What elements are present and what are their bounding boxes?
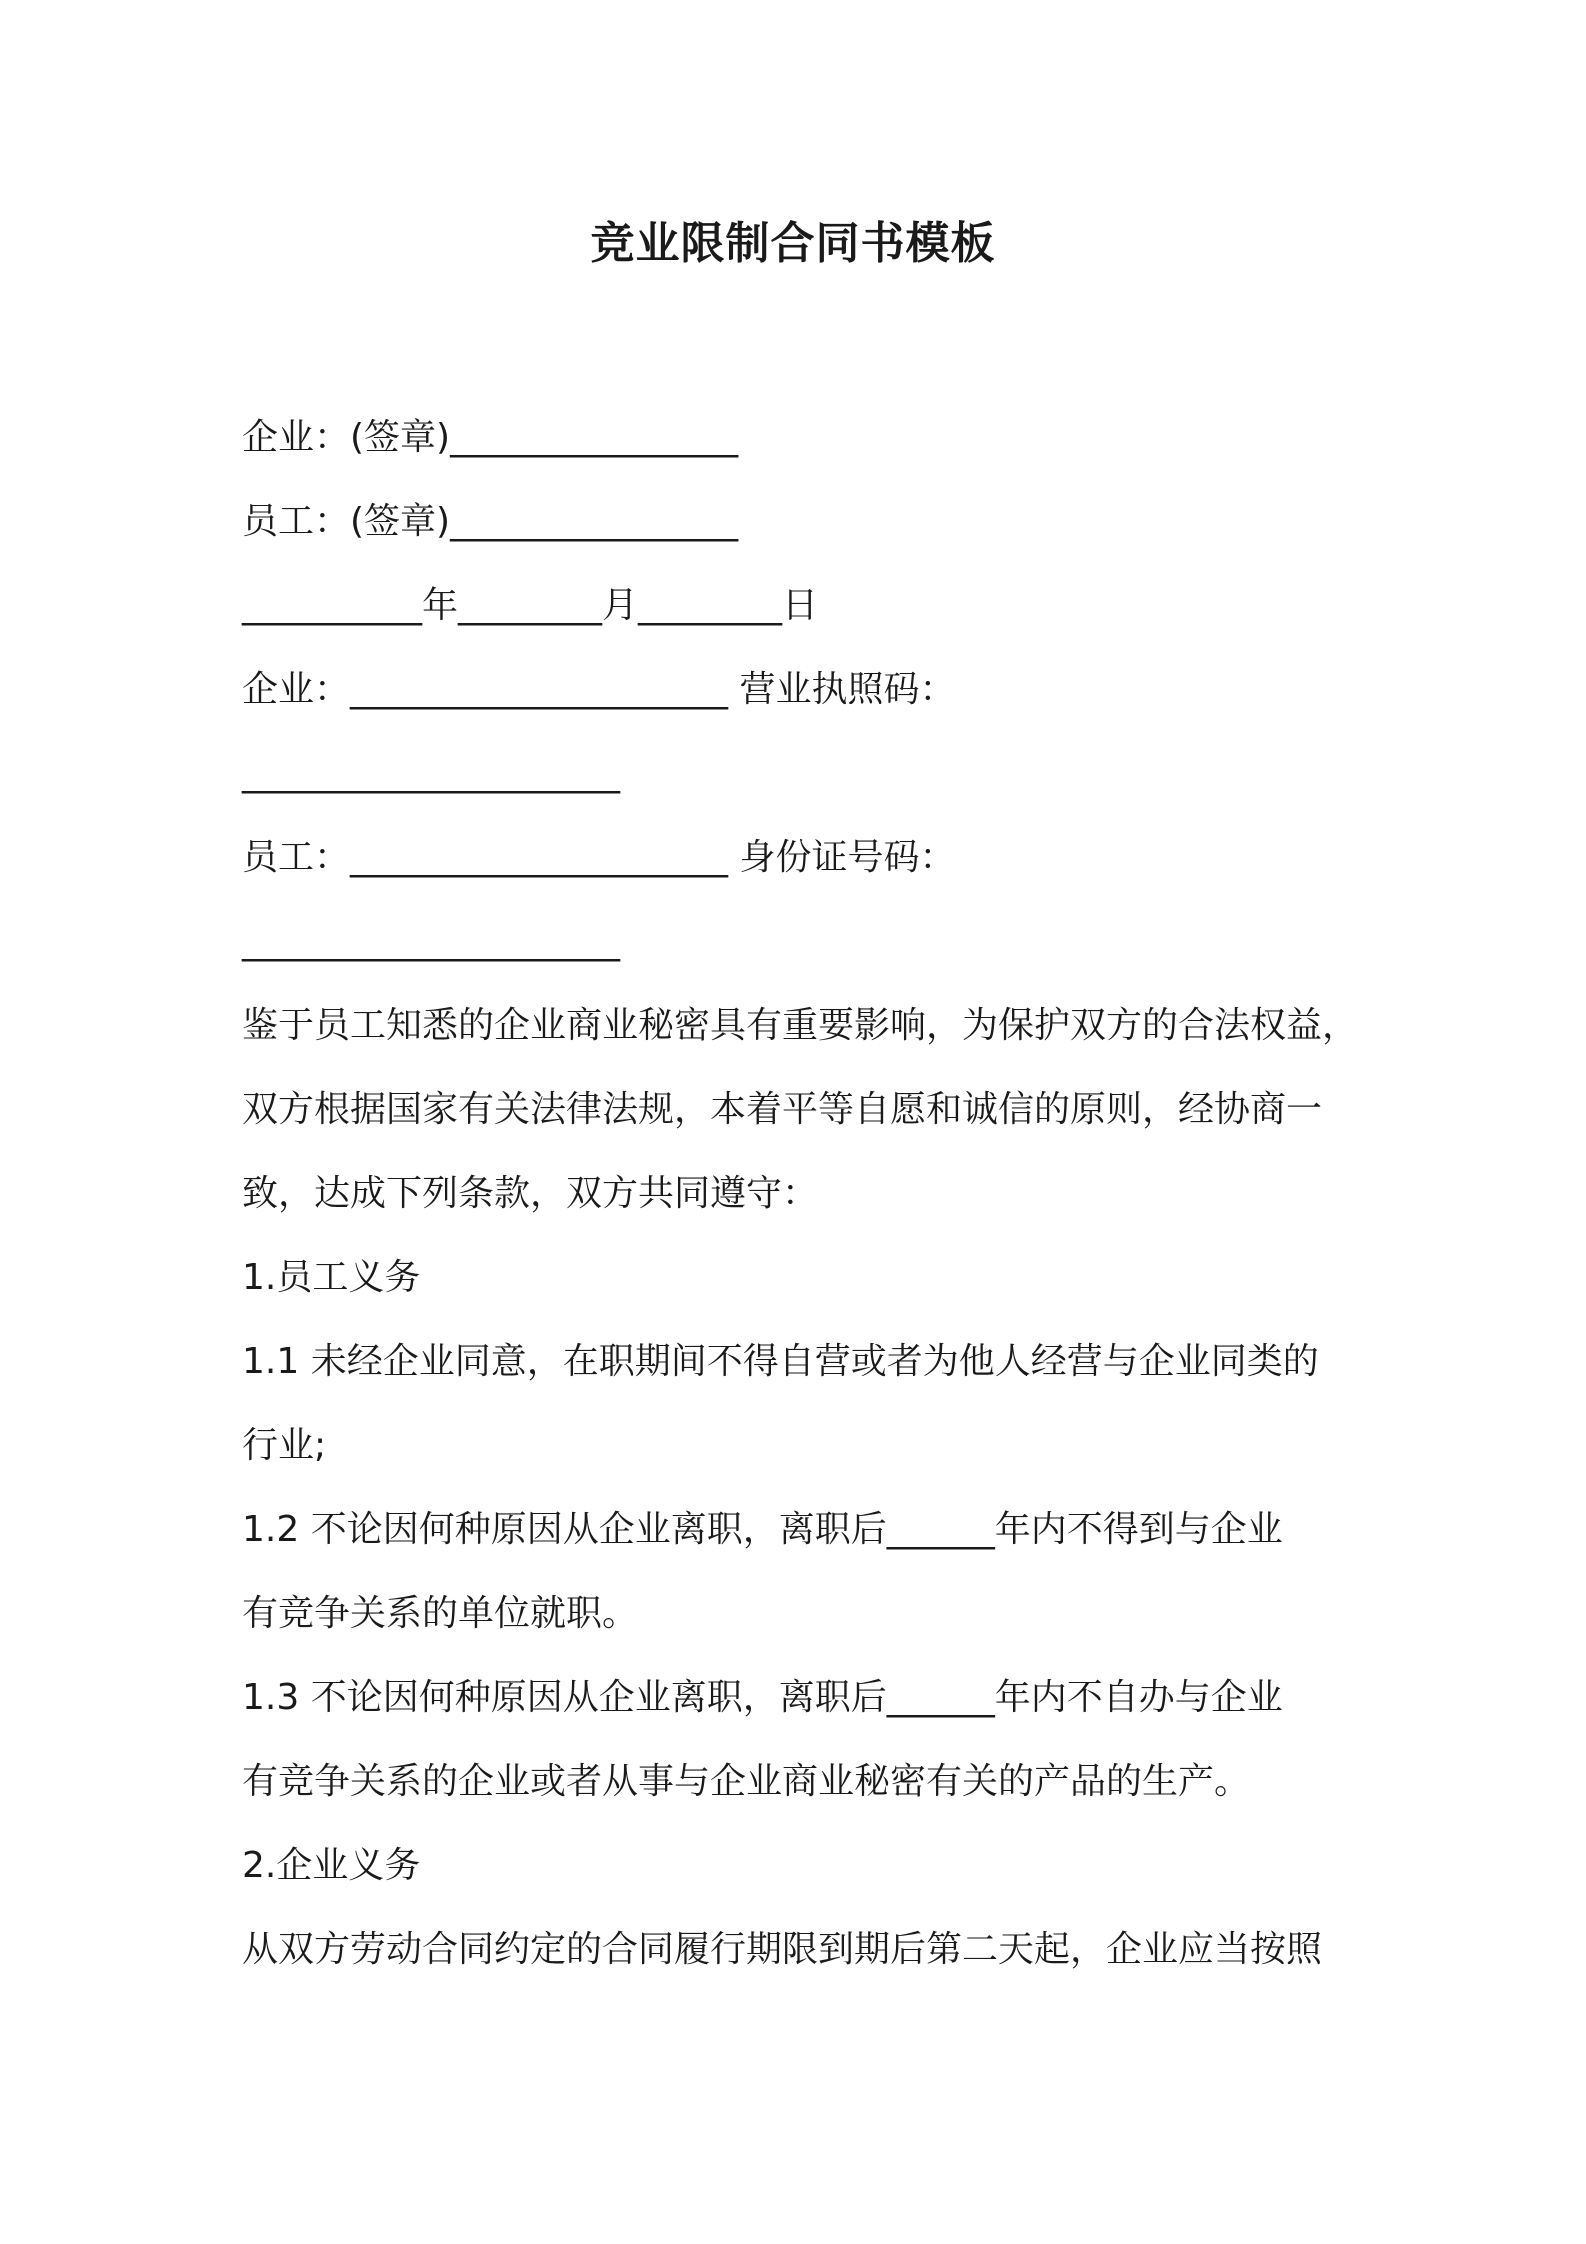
company-license-blank: _____________________ — [242, 753, 620, 794]
company-signature-line: 企业：(签章)________________ — [242, 417, 739, 458]
clause-1-3-line-1: 1.3 不论因何种原因从企业离职，离职后______年内不自办与企业 — [242, 1677, 1283, 1718]
document-title: 竞业限制合同书模板 — [590, 218, 996, 269]
section-1-heading: 1.员工义务 — [242, 1257, 421, 1298]
clause-1-1-line-1: 1.1 未经企业同意，在职期间不得自营或者为他人经营与企业同类的 — [242, 1341, 1319, 1382]
preamble-line-1: 鉴于员工知悉的企业商业秘密具有重要影响，为保护双方的合法权益， — [242, 1005, 1359, 1046]
employee-signature-line: 员工：(签章)________________ — [242, 501, 739, 542]
section-2-heading: 2.企业义务 — [242, 1845, 421, 1886]
date-line: __________年________月________日 — [242, 585, 818, 626]
section-2-line-1: 从双方劳动合同约定的合同履行期限到期后第二天起，企业应当按照 — [242, 1929, 1323, 1970]
preamble-line-3: 致，达成下列条款，双方共同遵守： — [242, 1173, 819, 1214]
clause-1-2-line-1: 1.2 不论因何种原因从企业离职，离职后______年内不得到与企业 — [242, 1509, 1283, 1550]
clause-1-1-line-2: 行业; — [242, 1425, 327, 1466]
clause-1-3-line-2: 有竞争关系的企业或者从事与企业商业秘密有关的产品的生产。 — [242, 1761, 1251, 1802]
company-license-line: 企业：_____________________ 营业执照码： — [242, 669, 956, 710]
employee-id-blank: _____________________ — [242, 921, 620, 962]
preamble-line-2: 双方根据国家有关法律法规，本着平等自愿和诚信的原则，经协商一 — [242, 1089, 1323, 1130]
employee-id-line: 员工：_____________________ 身份证号码： — [242, 837, 956, 878]
clause-1-2-line-2: 有竞争关系的单位就职。 — [242, 1593, 639, 1634]
